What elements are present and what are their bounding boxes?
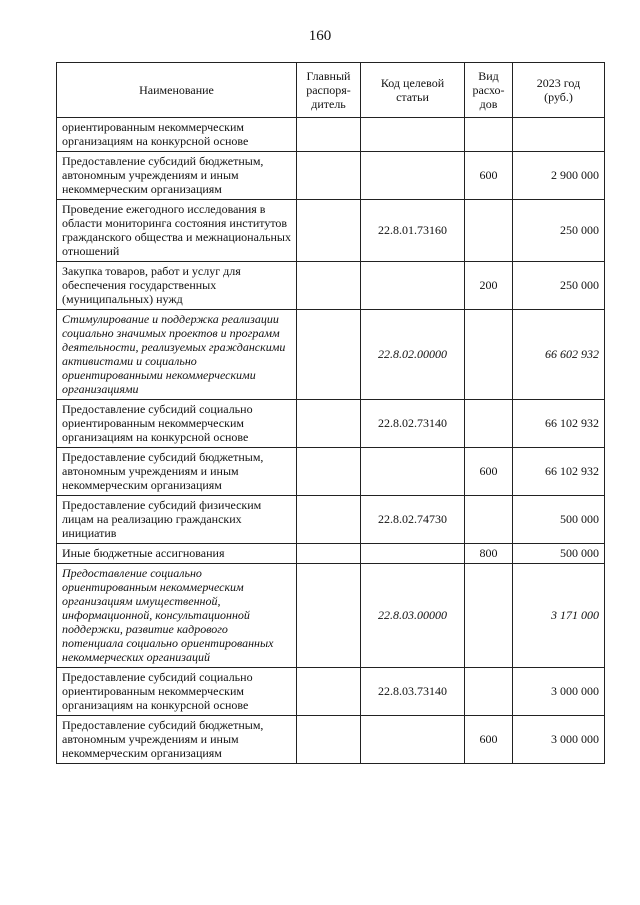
cell-manager bbox=[297, 118, 361, 152]
cell-code bbox=[361, 544, 465, 564]
cell-amount: 3 000 000 bbox=[513, 668, 605, 716]
cell-name: Предоставление субсидий бюджетным, автономным учреждениям и иным некоммерческим организациям bbox=[57, 716, 297, 764]
cell-vid bbox=[465, 118, 513, 152]
cell-code bbox=[361, 118, 465, 152]
table-header bbox=[57, 63, 605, 118]
table-row bbox=[57, 400, 605, 448]
cell-vid: 200 bbox=[465, 262, 513, 310]
cell-code: 22.8.02.00000 bbox=[361, 310, 465, 400]
cell-vid bbox=[465, 496, 513, 544]
header-name: Наименование bbox=[57, 63, 297, 118]
cell-amount: 500 000 bbox=[513, 496, 605, 544]
cell-amount: 2 900 000 bbox=[513, 152, 605, 200]
cell-amount: 250 000 bbox=[513, 262, 605, 310]
header-amount bbox=[513, 63, 605, 118]
table-row bbox=[57, 310, 605, 400]
cell-amount: 3 000 000 bbox=[513, 716, 605, 764]
cell-name: Предоставление субсидий бюджетным, автономным учреждениям и иным некоммерческим организациям bbox=[57, 152, 297, 200]
table-row bbox=[57, 118, 605, 152]
cell-name: Иные бюджетные ассигнования bbox=[57, 544, 297, 564]
cell-name: Стимулирование и поддержка реализации социально значимых проектов и программ деятельности, реализуемых гражданскими активистами и социально ориентированными некоммерческими организациями bbox=[57, 310, 297, 400]
cell-code bbox=[361, 152, 465, 200]
cell-name: Предоставление субсидий социально ориентированным некоммерческим организациям на конкурсной основе bbox=[57, 668, 297, 716]
table-row bbox=[57, 496, 605, 544]
header-vid-line: расхо- bbox=[472, 83, 505, 97]
cell-manager bbox=[297, 310, 361, 400]
header-code bbox=[361, 63, 465, 118]
header-amount-line: (руб.) bbox=[544, 90, 573, 104]
cell-amount: 66 602 932 bbox=[513, 310, 605, 400]
cell-vid bbox=[465, 564, 513, 668]
cell-name: Предоставление субсидий физическим лицам на реализацию гражданских инициатив bbox=[57, 496, 297, 544]
cell-vid bbox=[465, 668, 513, 716]
page-number: 160 bbox=[308, 28, 332, 44]
cell-name: Проведение ежегодного исследования в области мониторинга состояния институтов гражданского общества и межнациональных отношений bbox=[57, 200, 297, 262]
table-row bbox=[57, 716, 605, 764]
cell-vid: 600 bbox=[465, 448, 513, 496]
cell-code: 22.8.03.00000 bbox=[361, 564, 465, 668]
cell-manager bbox=[297, 262, 361, 310]
cell-amount bbox=[513, 118, 605, 152]
cell-vid bbox=[465, 200, 513, 262]
table-row bbox=[57, 668, 605, 716]
cell-code: 22.8.03.73140 bbox=[361, 668, 465, 716]
cell-name: Предоставление субсидий социально ориентированным некоммерческим организациям на конкурсной основе bbox=[57, 400, 297, 448]
header-manager-line: Главный bbox=[306, 69, 351, 83]
cell-code bbox=[361, 716, 465, 764]
header-manager-line: дитель bbox=[311, 97, 346, 111]
cell-vid: 600 bbox=[465, 152, 513, 200]
cell-manager bbox=[297, 544, 361, 564]
cell-manager bbox=[297, 152, 361, 200]
header-vid bbox=[465, 63, 513, 118]
cell-vid: 800 bbox=[465, 544, 513, 564]
cell-manager bbox=[297, 200, 361, 262]
header-vid-line: дов bbox=[479, 97, 498, 111]
cell-code: 22.8.01.73160 bbox=[361, 200, 465, 262]
cell-manager bbox=[297, 448, 361, 496]
cell-amount: 66 102 932 bbox=[513, 448, 605, 496]
cell-manager bbox=[297, 400, 361, 448]
cell-vid: 600 bbox=[465, 716, 513, 764]
cell-code: 22.8.02.73140 bbox=[361, 400, 465, 448]
cell-name: Предоставление социально ориентированным некоммерческим организациям имущественной, информационной, консультационной поддержки, развитие кадрового потенциала социально ориентированных некоммерческих организаций bbox=[57, 564, 297, 668]
header-manager bbox=[297, 63, 361, 118]
cell-manager bbox=[297, 716, 361, 764]
header-code-line: Код целевой bbox=[380, 76, 445, 90]
table-row bbox=[57, 544, 605, 564]
table-row bbox=[57, 448, 605, 496]
cell-name: ориентированным некоммерческим организациям на конкурсной основе bbox=[57, 118, 297, 152]
cell-vid bbox=[465, 310, 513, 400]
cell-vid bbox=[465, 400, 513, 448]
budget-table bbox=[56, 62, 605, 764]
cell-amount: 500 000 bbox=[513, 544, 605, 564]
table-body bbox=[57, 118, 605, 764]
header-manager-line: распоря- bbox=[306, 83, 351, 97]
cell-amount: 3 171 000 bbox=[513, 564, 605, 668]
table-row bbox=[57, 200, 605, 262]
table-row bbox=[57, 564, 605, 668]
cell-amount: 250 000 bbox=[513, 200, 605, 262]
table-row bbox=[57, 262, 605, 310]
header-vid-line: Вид bbox=[478, 69, 499, 83]
table-row bbox=[57, 152, 605, 200]
header-code-line: статьи bbox=[396, 90, 429, 104]
cell-manager bbox=[297, 496, 361, 544]
cell-amount: 66 102 932 bbox=[513, 400, 605, 448]
cell-name: Закупка товаров, работ и услуг для обеспечения государственных (муниципальных) нужд bbox=[57, 262, 297, 310]
cell-code bbox=[361, 262, 465, 310]
cell-code bbox=[361, 448, 465, 496]
header-amount-line: 2023 год bbox=[536, 76, 581, 90]
header-row bbox=[57, 63, 605, 118]
cell-manager bbox=[297, 564, 361, 668]
cell-code: 22.8.02.74730 bbox=[361, 496, 465, 544]
cell-manager bbox=[297, 668, 361, 716]
cell-name: Предоставление субсидий бюджетным, автономным учреждениям и иным некоммерческим организациям bbox=[57, 448, 297, 496]
